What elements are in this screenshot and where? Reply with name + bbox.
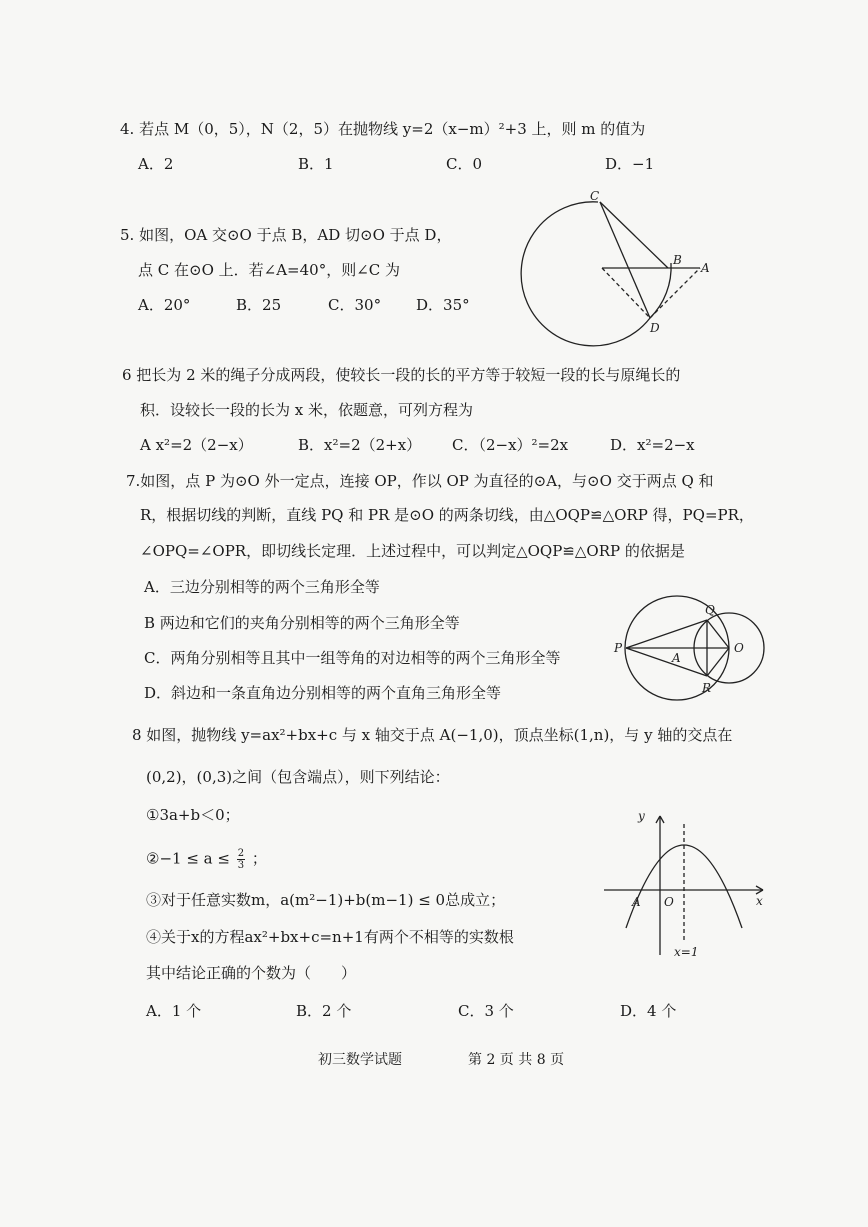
q7-option-d: D．斜边和一条直角边分别相等的两个直角三角形全等: [144, 684, 502, 702]
q8-c2-fraction: [237, 848, 245, 871]
q7-label-a: A: [672, 651, 681, 665]
q7-circles-figure: [608, 596, 788, 706]
q5-circle-figure: [540, 190, 710, 340]
q6-option-d: D．x²=2−x: [610, 436, 695, 454]
q7-line3: ∠OPQ=∠OPR，即切线长定理．上述过程中，可以判定△OQP≌△ORP 的依据是: [140, 542, 685, 560]
q6-option-b: B．x²=2（2+x）: [298, 436, 422, 454]
q4-option-a: A．2: [138, 155, 174, 173]
q8-option-d: D．4 个: [620, 1002, 677, 1020]
q8-conclusion-4: ④关于x的方程ax²+bx+c=n+1有两个不相等的实数根: [146, 928, 514, 946]
q8-label-x-eq-1: x=1: [674, 945, 699, 959]
q6-line2: 积．设较长一段的长为 x 米，依题意，可列方程为: [140, 401, 473, 419]
q8-label-a: A: [632, 895, 641, 909]
q6-line1: 6 把长为 2 米的绳子分成两段，使较长一段的长的平方等于较短一段的长与原绳长的: [122, 366, 681, 384]
q8-label-y: y: [638, 809, 645, 823]
q7-option-b: B 两边和它们的夹角分别相等的两个三角形全等: [144, 614, 460, 632]
q7-label-p: P: [614, 641, 623, 655]
q5-option-a: A．20°: [138, 296, 191, 314]
q8-option-c: C．3 个: [458, 1002, 514, 1020]
q5-label-c: C: [590, 189, 600, 203]
q8-line2: (0,2)，(0,3)之间（包含端点），则下列结论：: [146, 768, 450, 786]
q5-option-d: D．35°: [416, 296, 470, 314]
q4-option-d: D．−1: [605, 155, 655, 173]
q7-line2: R，根据切线的判断，直线 PQ 和 PR 是⊙O 的两条切线，由△OQP≌△ORP 得，PQ=PR，: [140, 506, 754, 524]
q8-c2-end: ；: [251, 849, 267, 868]
q7-label-r: R: [702, 681, 712, 695]
q8-label-o: O: [664, 895, 674, 909]
q5-line1: 5. 如图，OA 交⊙O 于点 B，AD 切⊙O 于点 D，: [120, 226, 452, 244]
q5-line-cd: [600, 202, 650, 318]
q8-conclusion-1: ①3a+b＜0；: [146, 806, 240, 824]
q6-option-a: A x²=2（2−x）: [140, 436, 253, 454]
q4-option-c: C．0: [446, 155, 483, 173]
q5-line-ad: [650, 268, 700, 318]
q8-conclusion-2: [146, 848, 267, 871]
q5-line2: 点 C 在⊙O 上．若∠A=40°，则∠C 为: [138, 261, 401, 279]
q4-option-b: B．1: [298, 155, 334, 173]
q5-label-d: D: [650, 321, 660, 335]
q8-option-b: B．2 个: [296, 1002, 352, 1020]
q5-arc-right: [650, 263, 671, 318]
q8-c2-text: ②−1 ≤ a ≤: [146, 849, 230, 868]
q7-label-q: Q: [705, 603, 715, 617]
q4-stem: 4. 若点 M（0，5），N（2，5）在抛物线 y=2（x−m）²+3 上，则 m 的值为: [120, 120, 646, 138]
q5-line-od: [602, 268, 650, 318]
footer-page: 第 2 页 共 8 页: [468, 1052, 565, 1068]
q8-c2-numerator: 2: [237, 848, 245, 859]
q5-option-c: C．30°: [328, 296, 382, 314]
q5-label-a: A: [701, 261, 710, 275]
q7-label-o: O: [734, 641, 744, 655]
footer-title: 初三数学试题: [318, 1052, 402, 1068]
q8-label-x: x: [756, 894, 763, 908]
q8-line1: 8 如图，抛物线 y=ax²+bx+c 与 x 轴交于点 A(−1,0)，顶点坐标(1,n)，与 y 轴的交点在: [132, 726, 733, 744]
q7-option-a: A．三边分别相等的两个三角形全等: [144, 578, 380, 596]
q5-label-b: B: [673, 253, 682, 267]
q7-line-ro: [707, 648, 729, 676]
q7-line-qo: [707, 620, 729, 648]
q8-ask: 其中结论正确的个数为（ ）: [146, 964, 357, 982]
q8-c2-denominator: 3: [237, 860, 245, 871]
q7-option-c: C．两角分别相等且其中一组等角的对边相等的两个三角形全等: [144, 649, 561, 667]
q8-option-a: A．1 个: [146, 1002, 202, 1020]
q5-option-b: B．25: [236, 296, 282, 314]
q8-parabola-figure: [598, 810, 773, 960]
q8-conclusion-3: ③对于任意实数m，a(m²−1)+b(m−1) ≤ 0总成立；: [146, 891, 506, 909]
q7-line1: 7.如图，点 P 为⊙O 外一定点，连接 OP，作以 OP 为直径的⊙A，与⊙O 交于两点 Q 和: [126, 472, 714, 490]
q5-line-cb: [600, 202, 668, 268]
q6-option-c: C．（2−x）²=2x: [452, 436, 569, 454]
